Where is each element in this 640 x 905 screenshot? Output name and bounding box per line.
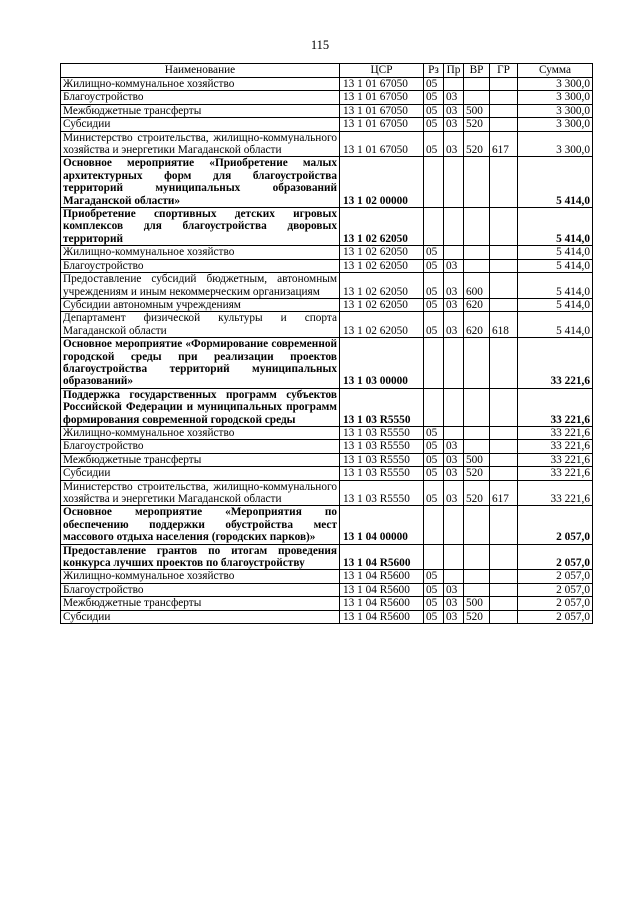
budget-table — [60, 63, 593, 624]
cell-rz: 05 — [424, 131, 444, 157]
cell-pr: 03 — [444, 104, 464, 117]
cell-name: Субсидии — [61, 610, 340, 623]
cell-vr — [464, 440, 490, 453]
cell-pr: 03 — [444, 610, 464, 623]
cell-rz: 05 — [424, 104, 444, 117]
cell-gr — [490, 157, 518, 208]
cell-sum: 2 057,0 — [518, 597, 593, 610]
cell-rz — [424, 208, 444, 246]
cell-sum: 33 221,6 — [518, 426, 593, 439]
cell-name: Министерство строительства, жилищно-коммунального хозяйства и энергетики Магаданской области — [61, 131, 340, 157]
cell-vr — [464, 78, 490, 91]
table-row — [61, 388, 593, 426]
cell-rz: 05 — [424, 78, 444, 91]
cell-csr: 13 1 02 62050 — [340, 246, 424, 259]
cell-rz: 05 — [424, 597, 444, 610]
cell-pr — [444, 78, 464, 91]
cell-csr: 13 1 02 62050 — [340, 312, 424, 338]
header-gr: ГР — [490, 64, 518, 78]
table-row — [61, 338, 593, 389]
cell-csr: 13 1 03 R5550 — [340, 480, 424, 506]
cell-rz: 05 — [424, 312, 444, 338]
cell-pr: 03 — [444, 131, 464, 157]
header-name: Наименование — [61, 64, 340, 78]
cell-sum: 2 057,0 — [518, 570, 593, 583]
cell-name: Благоустройство — [61, 583, 340, 596]
table-row — [61, 453, 593, 466]
table-body — [61, 78, 593, 624]
cell-rz: 05 — [424, 298, 444, 311]
cell-vr — [464, 544, 490, 570]
table-row — [61, 298, 593, 311]
cell-sum: 33 221,6 — [518, 480, 593, 506]
header-pr: Пр — [444, 64, 464, 78]
cell-gr — [490, 104, 518, 117]
cell-csr: 13 1 04 R5600 — [340, 597, 424, 610]
cell-name: Межбюджетные трансферты — [61, 453, 340, 466]
cell-vr: 500 — [464, 597, 490, 610]
cell-name: Министерство строительства, жилищно-коммунального хозяйства и энергетики Магаданской области — [61, 480, 340, 506]
cell-name: Департамент физической культуры и спорта Магаданской области — [61, 312, 340, 338]
cell-name: Предоставление грантов по итогам проведения конкурса лучших проектов по благоустройству — [61, 544, 340, 570]
cell-rz: 05 — [424, 453, 444, 466]
table-row — [61, 208, 593, 246]
cell-name: Жилищно-коммунальное хозяйство — [61, 570, 340, 583]
cell-pr: 03 — [444, 273, 464, 299]
cell-name: Субсидии — [61, 118, 340, 131]
table-row — [61, 157, 593, 208]
cell-pr: 03 — [444, 91, 464, 104]
cell-pr: 03 — [444, 597, 464, 610]
cell-sum: 33 221,6 — [518, 453, 593, 466]
header-sum: Сумма — [518, 64, 593, 78]
cell-sum: 5 414,0 — [518, 273, 593, 299]
cell-vr — [464, 246, 490, 259]
cell-sum: 5 414,0 — [518, 208, 593, 246]
cell-csr: 13 1 02 62050 — [340, 273, 424, 299]
cell-vr: 520 — [464, 131, 490, 157]
cell-name: Основное мероприятие «Приобретение малых архитектурных форм для благоустройства территорий муниципальных образований Магаданской области» — [61, 157, 340, 208]
cell-sum: 33 221,6 — [518, 440, 593, 453]
table-row — [61, 467, 593, 480]
cell-csr: 13 1 01 67050 — [340, 118, 424, 131]
cell-csr: 13 1 03 R5550 — [340, 388, 424, 426]
cell-csr: 13 1 01 67050 — [340, 91, 424, 104]
cell-csr: 13 1 01 67050 — [340, 78, 424, 91]
cell-gr — [490, 208, 518, 246]
cell-vr — [464, 506, 490, 544]
table-row — [61, 259, 593, 272]
table-row — [61, 440, 593, 453]
cell-pr: 03 — [444, 312, 464, 338]
cell-name: Основное мероприятие «Формирование современной городской среды при реализации проектов благоустройства территорий муниципальных образований» — [61, 338, 340, 389]
cell-csr: 13 1 01 67050 — [340, 104, 424, 117]
cell-rz: 05 — [424, 583, 444, 596]
cell-sum: 5 414,0 — [518, 157, 593, 208]
cell-pr — [444, 157, 464, 208]
cell-sum: 5 414,0 — [518, 246, 593, 259]
cell-pr — [444, 338, 464, 389]
cell-name: Субсидии автономным учреждениям — [61, 298, 340, 311]
cell-gr — [490, 118, 518, 131]
cell-gr: 618 — [490, 312, 518, 338]
cell-rz: 05 — [424, 467, 444, 480]
cell-vr: 520 — [464, 480, 490, 506]
cell-vr: 620 — [464, 312, 490, 338]
cell-gr — [490, 583, 518, 596]
cell-rz: 05 — [424, 273, 444, 299]
cell-gr — [490, 544, 518, 570]
cell-name: Межбюджетные трансферты — [61, 104, 340, 117]
cell-rz — [424, 157, 444, 208]
cell-name: Благоустройство — [61, 440, 340, 453]
cell-sum: 3 300,0 — [518, 78, 593, 91]
cell-pr — [444, 544, 464, 570]
cell-vr — [464, 426, 490, 439]
cell-pr — [444, 246, 464, 259]
cell-vr — [464, 338, 490, 389]
cell-pr: 03 — [444, 440, 464, 453]
cell-rz: 05 — [424, 570, 444, 583]
cell-name: Субсидии — [61, 467, 340, 480]
header-csr: ЦСР — [340, 64, 424, 78]
cell-pr: 03 — [444, 259, 464, 272]
cell-pr: 03 — [444, 467, 464, 480]
table-row — [61, 273, 593, 299]
cell-gr — [490, 610, 518, 623]
cell-name: Жилищно-коммунальное хозяйство — [61, 78, 340, 91]
cell-vr — [464, 208, 490, 246]
cell-vr: 600 — [464, 273, 490, 299]
cell-gr — [490, 467, 518, 480]
cell-sum: 33 221,6 — [518, 467, 593, 480]
cell-sum: 5 414,0 — [518, 259, 593, 272]
cell-sum: 33 221,6 — [518, 338, 593, 389]
cell-name: Жилищно-коммунальное хозяйство — [61, 246, 340, 259]
cell-csr: 13 1 04 00000 — [340, 506, 424, 544]
cell-sum: 3 300,0 — [518, 91, 593, 104]
table-row — [61, 91, 593, 104]
cell-pr — [444, 208, 464, 246]
table-row — [61, 312, 593, 338]
cell-sum: 2 057,0 — [518, 583, 593, 596]
cell-csr: 13 1 04 R5600 — [340, 610, 424, 623]
cell-sum: 33 221,6 — [518, 388, 593, 426]
cell-rz — [424, 338, 444, 389]
table-row — [61, 506, 593, 544]
cell-vr — [464, 259, 490, 272]
cell-name: Благоустройство — [61, 91, 340, 104]
cell-rz — [424, 544, 444, 570]
cell-rz: 05 — [424, 426, 444, 439]
cell-csr: 13 1 04 R5600 — [340, 583, 424, 596]
cell-gr — [490, 338, 518, 389]
cell-gr — [490, 78, 518, 91]
cell-vr — [464, 388, 490, 426]
cell-sum: 3 300,0 — [518, 104, 593, 117]
cell-rz: 05 — [424, 259, 444, 272]
cell-csr: 13 1 02 62050 — [340, 259, 424, 272]
cell-gr — [490, 440, 518, 453]
cell-vr — [464, 91, 490, 104]
cell-rz — [424, 506, 444, 544]
cell-name: Благоустройство — [61, 259, 340, 272]
cell-name: Основное мероприятие «Мероприятия по обеспечению поддержки обустройства мест массового отдыха населения (городских парков)» — [61, 506, 340, 544]
cell-rz — [424, 388, 444, 426]
cell-rz: 05 — [424, 91, 444, 104]
cell-rz: 05 — [424, 480, 444, 506]
cell-sum: 2 057,0 — [518, 506, 593, 544]
cell-vr: 500 — [464, 453, 490, 466]
cell-pr — [444, 426, 464, 439]
cell-gr — [490, 597, 518, 610]
cell-vr: 520 — [464, 118, 490, 131]
cell-pr: 03 — [444, 583, 464, 596]
cell-sum: 3 300,0 — [518, 118, 593, 131]
cell-gr — [490, 453, 518, 466]
cell-vr — [464, 583, 490, 596]
cell-rz: 05 — [424, 440, 444, 453]
cell-csr: 13 1 03 R5550 — [340, 426, 424, 439]
table-row — [61, 583, 593, 596]
table-header-row — [61, 64, 593, 78]
cell-sum: 3 300,0 — [518, 131, 593, 157]
cell-gr: 617 — [490, 131, 518, 157]
cell-name: Межбюджетные трансферты — [61, 597, 340, 610]
cell-pr — [444, 570, 464, 583]
cell-gr — [490, 570, 518, 583]
cell-vr: 620 — [464, 298, 490, 311]
cell-gr: 617 — [490, 480, 518, 506]
cell-sum: 5 414,0 — [518, 298, 593, 311]
cell-gr — [490, 246, 518, 259]
cell-csr: 13 1 02 62050 — [340, 208, 424, 246]
table-row — [61, 426, 593, 439]
cell-pr — [444, 506, 464, 544]
table-row — [61, 597, 593, 610]
cell-pr: 03 — [444, 480, 464, 506]
cell-csr: 13 1 02 62050 — [340, 298, 424, 311]
cell-pr: 03 — [444, 453, 464, 466]
cell-name: Предоставление субсидий бюджетным, автономным учреждениям и иным некоммерческим организациям — [61, 273, 340, 299]
table-row — [61, 480, 593, 506]
header-vr: ВР — [464, 64, 490, 78]
cell-name: Поддержка государственных программ субъектов Российской Федерации и муниципальных программ формирования современной городской среды — [61, 388, 340, 426]
cell-sum: 5 414,0 — [518, 312, 593, 338]
header-rz: Рз — [424, 64, 444, 78]
table-row — [61, 104, 593, 117]
table-row — [61, 78, 593, 91]
cell-csr: 13 1 03 00000 — [340, 338, 424, 389]
cell-gr — [490, 506, 518, 544]
cell-gr — [490, 273, 518, 299]
cell-vr — [464, 157, 490, 208]
cell-sum: 2 057,0 — [518, 544, 593, 570]
cell-csr: 13 1 04 R5600 — [340, 570, 424, 583]
cell-vr: 520 — [464, 610, 490, 623]
cell-csr: 13 1 04 R5600 — [340, 544, 424, 570]
cell-csr: 13 1 03 R5550 — [340, 440, 424, 453]
table-row — [61, 544, 593, 570]
cell-csr: 13 1 02 00000 — [340, 157, 424, 208]
cell-csr: 13 1 03 R5550 — [340, 453, 424, 466]
cell-rz: 05 — [424, 246, 444, 259]
table-row — [61, 610, 593, 623]
cell-gr — [490, 426, 518, 439]
cell-gr — [490, 259, 518, 272]
cell-csr: 13 1 03 R5550 — [340, 467, 424, 480]
cell-sum: 2 057,0 — [518, 610, 593, 623]
cell-vr — [464, 570, 490, 583]
table-row — [61, 131, 593, 157]
cell-vr: 520 — [464, 467, 490, 480]
cell-pr: 03 — [444, 298, 464, 311]
cell-pr: 03 — [444, 118, 464, 131]
table-row — [61, 246, 593, 259]
cell-pr — [444, 388, 464, 426]
cell-gr — [490, 298, 518, 311]
cell-vr: 500 — [464, 104, 490, 117]
cell-rz: 05 — [424, 610, 444, 623]
page-number: 115 — [310, 38, 330, 52]
table-row — [61, 570, 593, 583]
cell-name: Приобретение спортивных детских игровых комплексов для благоустройства дворовых территорий — [61, 208, 340, 246]
table-row — [61, 118, 593, 131]
cell-gr — [490, 91, 518, 104]
cell-rz: 05 — [424, 118, 444, 131]
cell-name: Жилищно-коммунальное хозяйство — [61, 426, 340, 439]
cell-gr — [490, 388, 518, 426]
cell-csr: 13 1 01 67050 — [340, 131, 424, 157]
